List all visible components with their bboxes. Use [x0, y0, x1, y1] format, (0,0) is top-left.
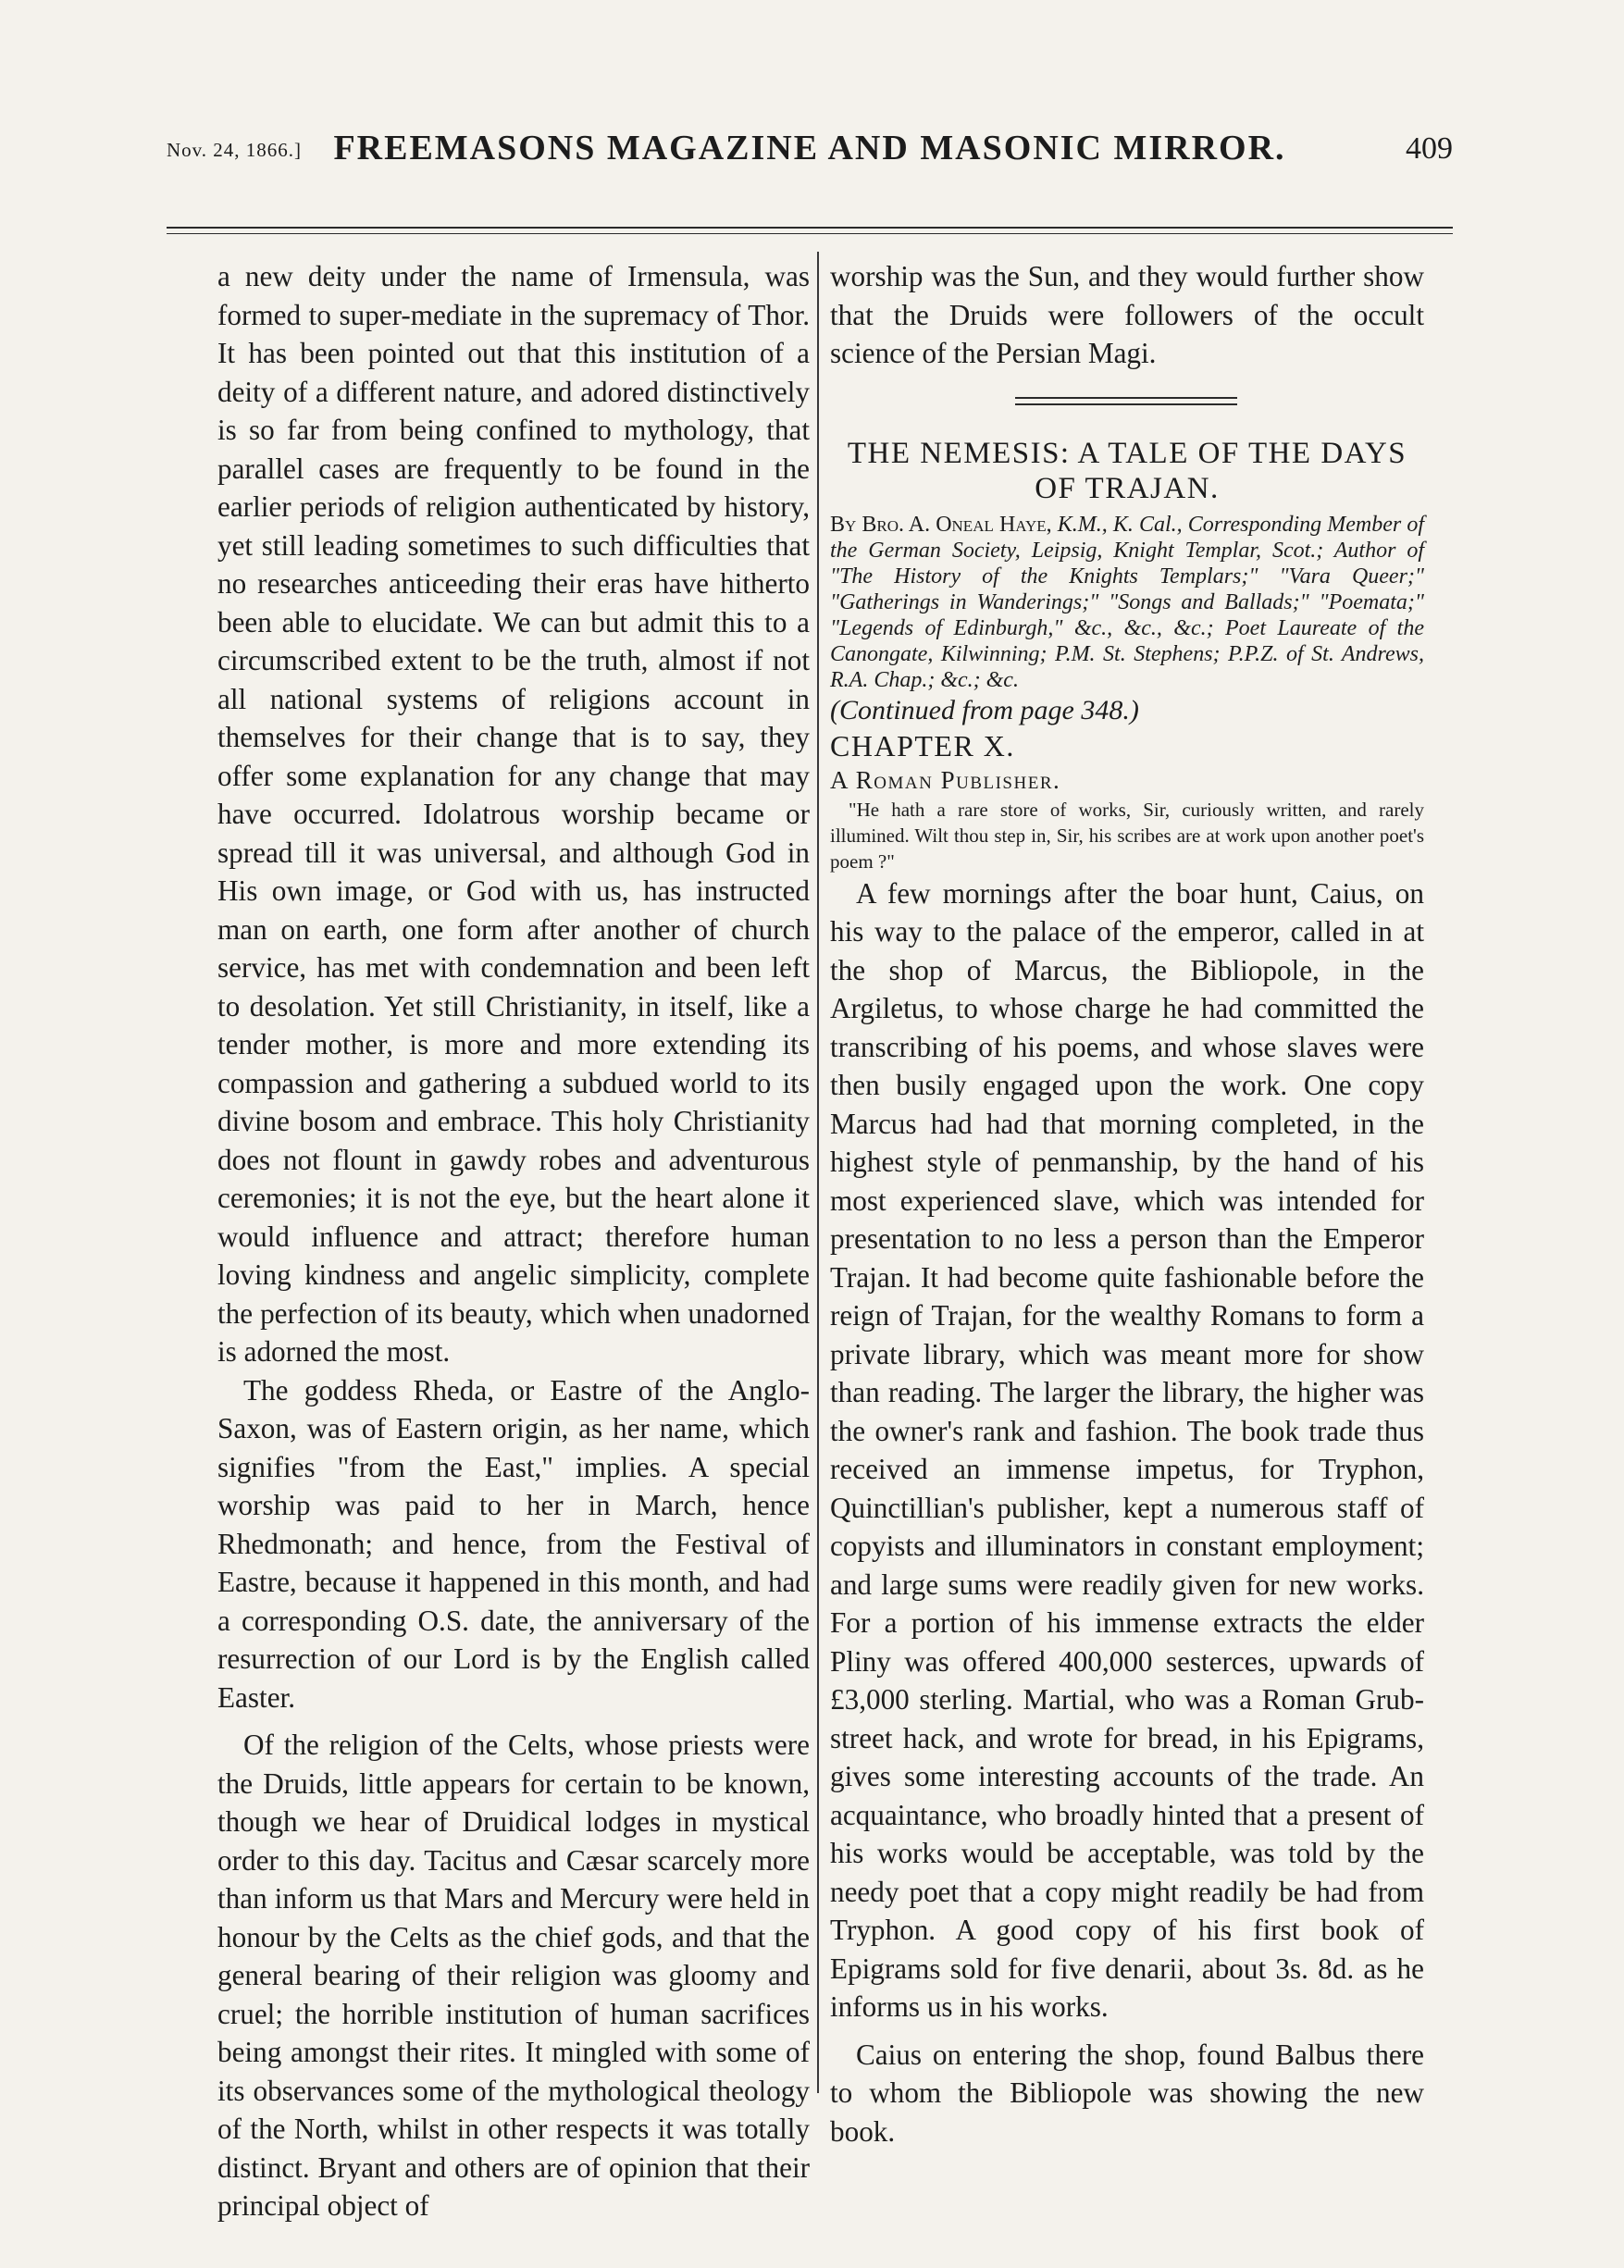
continued-note: (Continued from page 348.): [830, 694, 1139, 725]
header-rule-bottom: [167, 233, 1453, 234]
epigraph: [830, 797, 1424, 874]
byline-credentials: K.M., K. Cal., Corresponding Member of the German Society, Leipsig, Knight Templar, Scot.; Author of "The History of the Knights Templars;" "Vara Queer;" "Gatherings in Wanderings;" "Songs and Ballads;" "Poemata;" "Legends of Edinburgh," &c., &c., &c.; Poet Laureate of the Canongate, Kilwinning; P.M. St. Stephens; P.P.Z. of St. Andrews, R.A. Chap.; &c.; &c.: [830, 512, 1424, 692]
section-separator: [830, 373, 1424, 430]
page-header: [167, 130, 1453, 185]
story-paragraph: A few mornings after the boar hunt, Caius, on his way to the palace of the emperor, called in at the shop of Marcus, the Bibliopole, in the Argiletus, to whose charge he had committed the transcribing of his poems, and whose slaves were then busily engaged upon the work. One copy Marcus had had that morning completed, in the highest style of penmanship, by the hand of his most experienced slave, which was intended for presentation to no less a person than the Emperor Trajan. It had become quite fashionable before the reign of Trajan, for the wealthy Romans to form a private library, which was meant more for show than reading. The larger the library, the higher was the owner's rank and fashion. The book trade thus received an immense impetus, for Tryphon, Quinctillian's publisher, kept a numerous staff of copyists and illuminators in constant employment; and large sums were readily given for new works. For a portion of his immense extracts the elder Pliny was offered 400,000 sesterces, upwards of £3,000 sterling. Martial, who was a Roman Grub-street hack, and wrote for bread, in his Epigrams, gives some interesting accounts of the trade. An acquaintance, who broadly hinted that a present of his works would be acceptable, was told by the needy poet that a copy might readily be had from Tryphon. A good copy of his first book of Epigrams sold for five denarii, about 3s. 8d. as he informs us in his works.: [830, 876, 1424, 2023]
header-date: Nov. 24, 1866.]: [167, 139, 303, 161]
right-column: [830, 257, 1424, 2150]
left-paragraph: The goddess Rheda, or Eastre of the Anglo-Saxon, was of Eastern origin, as her name, which signifies "from the East," implies. A special worship was paid to her in March, hence Rhedmonath; and hence, from the Festival of Eastre, because it happened in this month, and had a corresponding O.S. date, the anniversary of the resurrection of our Lord is by the English called Easter.: [217, 1373, 810, 1714]
continuation-paragraph: worship was the Sun, and they would further show that the Druids were followers of the occult science of the Persian Magi.: [830, 260, 1424, 369]
chapter-heading: CHAPTER X.: [830, 728, 1015, 762]
separator-line: [1015, 397, 1237, 399]
left-column: [217, 257, 810, 2225]
header-page-number: 409: [1406, 131, 1453, 166]
byline-author: By Bro. A. Oneal Haye,: [830, 512, 1052, 537]
story-paragraph: Caius on entering the shop, found Balbus there to whom the Bibliopole was showing the new book.: [830, 2038, 1424, 2148]
epigraph-text: "He hath a rare store of works, Sir, curiously written, and rarely illumined. Wilt thou step in, Sir, his scribes are at work upon another poet's poem ?": [830, 798, 1424, 873]
chapter-subtitle: A Roman Publisher.: [830, 765, 1061, 794]
left-paragraph: Of the religion of the Celts, whose priests were the Druids, little appears for certain to be known, though we hear of Druidical lodges in mystical order to this day. Tacitus and Cæsar scarcely more than inform us that Mars and Mercury were held in honour by the Celts as the chief gods, and that the general bearing of their religion was gloomy and cruel; the horrible institution of human sacrifices being amongst their rites. It mingled with some of its observances some of the mythological theology of the North, whilst in other respects it was totally distinct. Bryant and others are of opinion that their principal object of: [217, 1729, 810, 2222]
column-divider: [817, 252, 819, 2093]
left-paragraph: a new deity under the name of Irmensula, was formed to super-mediate in the supremacy of Thor. It has been pointed out that this institution of a deity of a different nature, and adored distinctively is so far from being confined to mythology, that parallel cases are frequently to be found in the earlier periods of religion authenticated by history, yet still leading sometimes to such difficulties that no researches anticeeding their eras have hitherto been able to elucidate. We can but admit this to a circumscribed extent to be the truth, almost if not all national systems of religions account in themselves for their change that is to say, they offer some explanation for any change that may have occurred. Idolatrous worship became or spread till it was universal, and although God in His own image, or God with us, has instructed man on earth, one form after another of church service, has met with condemnation and been left to desolation. Yet still Christianity, in itself, like a tender mother, is more and more extending its compassion and gathering a subdued world to its divine bosom and embrace. This holy Christianity does not flount in gawdy robes and adventurous ceremonies; it is not the eye, but the heart alone it would influence and attract; therefore human loving kindness and angelic simplicity, complete the perfection of its beauty, which when unadorned is adorned the most.: [217, 260, 810, 1368]
header-title: FREEMASONS MAGAZINE AND MASONIC MIRROR.: [333, 129, 1286, 167]
story-title: THE NEMESIS: A TALE OF THE DAYS OF TRAJAN.: [847, 436, 1407, 505]
header-rule-top: [167, 227, 1453, 229]
byline: [830, 512, 1424, 693]
separator-line: [1015, 403, 1237, 405]
